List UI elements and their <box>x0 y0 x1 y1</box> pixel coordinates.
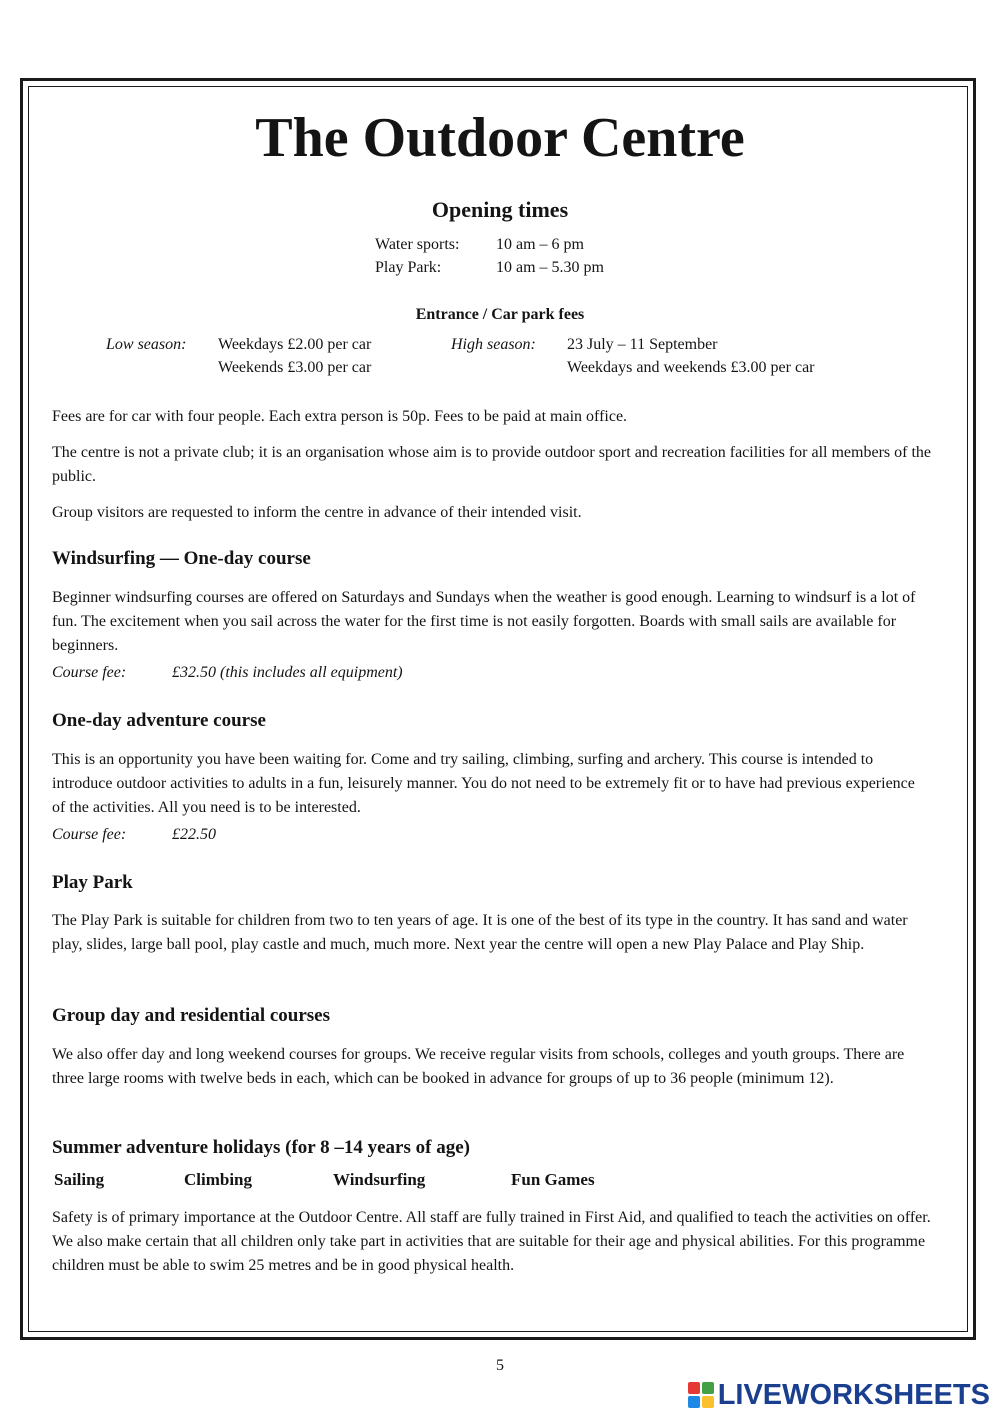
high-season-label: High season: <box>451 336 536 353</box>
windsurfing-body: Beginner windsurfing courses are offered on Saturdays and Sundays when the weather is good enough. Learning to windsurf is a lot of fun. The excitement when you sail across the water for the first time is not easily forgotten. Boards with small sails are available for beginners. <box>52 589 916 654</box>
high-season-fee: Weekdays and weekends £3.00 per car <box>567 359 815 376</box>
windsurfing-heading: Windsurfing — One-day course <box>52 548 311 569</box>
logo-square-blue <box>688 1396 700 1408</box>
intro-fees-note: Fees are for car with four people. Each extra person is 50p. Fees to be paid at main office. <box>52 408 628 425</box>
windsurfing-fee-label: Course fee: <box>52 664 127 681</box>
adventure-heading: One-day adventure course <box>52 710 266 731</box>
group-courses-heading: Group day and residential courses <box>52 1005 331 1026</box>
activity-fun-games: Fun Games <box>511 1170 595 1189</box>
low-season-label: Low season: <box>106 336 187 353</box>
opening-value-water-sports: 10 am – 6 pm <box>496 236 584 253</box>
liveworksheets-logo-icon <box>688 1382 714 1408</box>
playpark-heading: Play Park <box>52 872 133 893</box>
intro-centre-aim: The centre is not a private club; it is an organisation whose aim is to provide outdoor sport and recreation facilities for all members of the public. <box>52 444 932 485</box>
low-season-weekdays: Weekdays £2.00 per car <box>218 336 372 353</box>
logo-square-red <box>688 1382 700 1394</box>
summer-heading: Summer adventure holidays (for 8 –14 years of age) <box>52 1137 470 1158</box>
opening-label-play-park: Play Park: <box>375 259 442 276</box>
adventure-fee-value: £22.50 <box>172 826 216 843</box>
liveworksheets-brand[interactable] <box>688 1378 990 1412</box>
opening-times-heading: Opening times <box>431 197 569 222</box>
page-title: The Outdoor Centre <box>255 107 745 169</box>
fees-heading: Entrance / Car park fees <box>415 306 585 323</box>
logo-square-yellow <box>702 1396 714 1408</box>
summer-body: Safety is of primary importance at the Outdoor Centre. All staff are fully trained in First Aid, and qualified to teach the activities on offer. We also make certain that all children only take part in activities that are suitable for their age and physical abilities. For this programme children must be able to swim 25 metres and be in good physical health. <box>52 1209 931 1274</box>
liveworksheets-wordmark: LIVEWORKSHEETS <box>717 1378 990 1411</box>
activity-windsurfing: Windsurfing <box>333 1170 426 1189</box>
intro-group-visitors: Group visitors are requested to inform the centre in advance of their intended visit. <box>52 504 582 521</box>
activity-sailing: Sailing <box>54 1170 105 1189</box>
windsurfing-fee-value: £32.50 (this includes all equipment) <box>172 664 403 681</box>
page-number: 5 <box>496 1357 504 1374</box>
low-season-weekends: Weekends £3.00 per car <box>218 359 372 376</box>
opening-label-water-sports: Water sports: <box>375 236 460 253</box>
opening-value-play-park: 10 am – 5.30 pm <box>496 259 604 276</box>
adventure-body: This is an opportunity you have been waiting for. Come and try sailing, climbing, surfing and archery. This course is intended to introduce outdoor activities to adults in a fun, leisurely manner. You do not need to be extremely fit or to have had previous experience of the activities. All you need is to be interested. <box>52 751 915 816</box>
group-courses-body: We also offer day and long weekend courses for groups. We receive regular visits from schools, colleges and youth groups. There are three large rooms with twelve beds in each, which can be booked in advance for groups of up to 36 people (minimum 12). <box>52 1046 905 1087</box>
activity-climbing: Climbing <box>184 1170 253 1189</box>
adventure-fee-label: Course fee: <box>52 826 127 843</box>
playpark-body: The Play Park is suitable for children from two to ten years of age. It is one of the best of its type in the country. It has sand and water play, slides, large ball pool, play castle and much, much more. Next year the centre will open a new Play Palace and Play Ship. <box>52 912 908 953</box>
logo-square-green <box>702 1382 714 1394</box>
high-season-dates: 23 July – 11 September <box>567 336 718 353</box>
